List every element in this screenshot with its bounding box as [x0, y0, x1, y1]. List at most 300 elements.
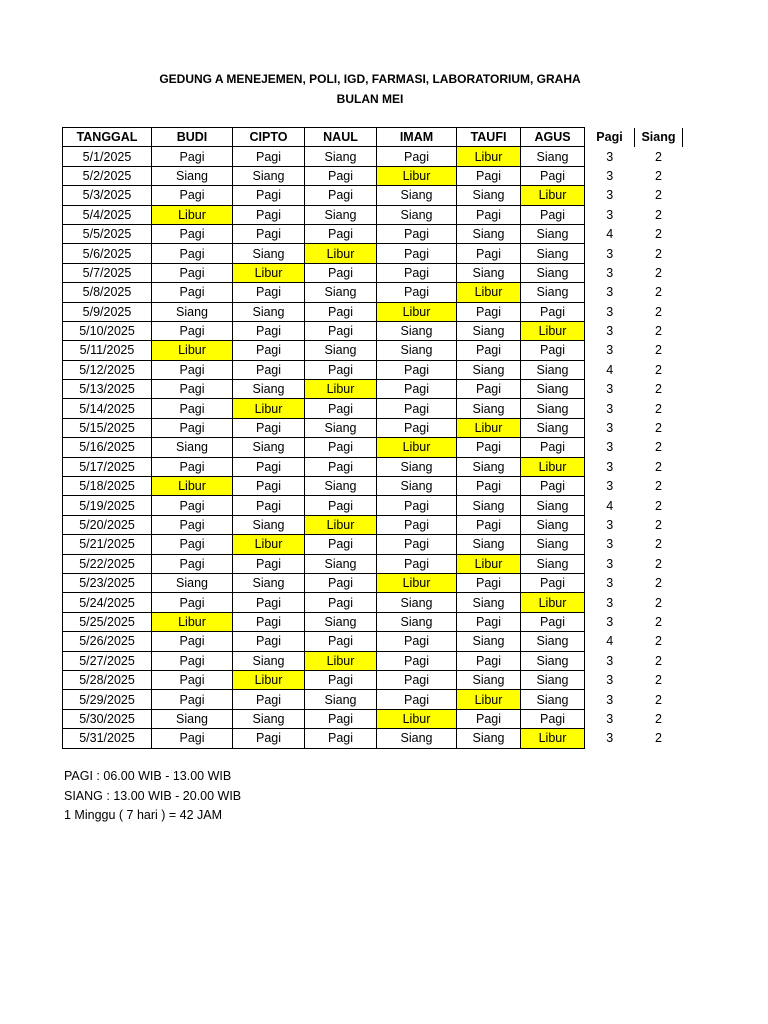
shift-cell: Pagi: [152, 651, 233, 670]
siang-count-cell: 2: [655, 537, 662, 552]
document-subtitle: BULAN MEI: [336, 92, 404, 106]
shift-cell: Pagi: [457, 612, 521, 631]
shift-cell: Libur: [457, 147, 521, 166]
pagi-count-cell: 3: [606, 673, 614, 688]
header-tanggal: TANGGAL: [63, 128, 152, 147]
siang-count-cell: 2: [655, 168, 662, 183]
shift-cell: Pagi: [233, 612, 305, 631]
shift-cell: Libur: [377, 166, 457, 185]
table-row: [63, 438, 683, 457]
shift-cell: Siang: [233, 573, 305, 592]
table-row: [63, 380, 683, 399]
table-row: [63, 515, 683, 534]
shift-cell: Siang: [377, 593, 457, 612]
shift-cell: Siang: [377, 477, 457, 496]
shift-cell: Pagi: [377, 283, 457, 302]
table-row: [63, 360, 683, 379]
shift-cell: Pagi: [152, 244, 233, 263]
pagi-count-cell: 3: [606, 149, 614, 164]
shift-cell: Siang: [457, 186, 521, 205]
header-taufi: TAUFI: [457, 128, 521, 147]
shift-cell: Pagi: [377, 670, 457, 689]
pagi-count-cell: 3: [606, 324, 614, 339]
shift-cell: Siang: [305, 283, 377, 302]
shift-cell: Siang: [233, 709, 305, 728]
table-row: [63, 302, 683, 321]
siang-count-cell: 2: [655, 265, 662, 280]
shift-cell: Pagi: [305, 729, 377, 748]
date-cell: 5/23/2025: [63, 573, 152, 592]
shift-cell: Libur: [233, 535, 305, 554]
shift-cell: Siang: [457, 632, 521, 651]
shift-cell: Pagi: [305, 360, 377, 379]
shift-cell: Pagi: [377, 380, 457, 399]
shift-cell: Pagi: [152, 321, 233, 340]
shift-cell: Pagi: [521, 341, 585, 360]
shift-cell: Siang: [521, 535, 585, 554]
shift-cell: Libur: [152, 612, 233, 631]
shift-cell: Pagi: [152, 670, 233, 689]
pagi-count-cell: 3: [606, 421, 614, 436]
date-cell: 5/19/2025: [63, 496, 152, 515]
header-pagi-count: Pagi: [585, 128, 635, 147]
pagi-count-cell: 3: [606, 265, 614, 280]
siang-count-cell: 2: [655, 653, 662, 668]
shift-cell: Siang: [521, 244, 585, 263]
shift-cell: Pagi: [152, 515, 233, 534]
shift-cell: Pagi: [305, 224, 377, 243]
shift-cell: Siang: [377, 186, 457, 205]
date-cell: 5/12/2025: [63, 360, 152, 379]
shift-cell: Pagi: [305, 573, 377, 592]
siang-count-cell: 2: [655, 285, 662, 300]
pagi-count-cell: 3: [606, 440, 614, 455]
shift-cell: Siang: [233, 515, 305, 534]
shift-cell: Libur: [152, 205, 233, 224]
shift-cell: Libur: [233, 670, 305, 689]
shift-cell: Siang: [457, 670, 521, 689]
pagi-count-cell: 3: [606, 304, 614, 319]
table-row: [63, 612, 683, 631]
shift-cell: Libur: [233, 399, 305, 418]
date-cell: 5/5/2025: [63, 224, 152, 243]
table-row: [63, 729, 683, 748]
shift-cell: Siang: [152, 302, 233, 321]
document-title: GEDUNG A MENEJEMEN, POLI, IGD, FARMASI, LABORATORIUM, GRAHA: [159, 72, 581, 86]
shift-cell: Pagi: [305, 632, 377, 651]
shift-cell: Siang: [152, 709, 233, 728]
shift-cell: Pagi: [233, 418, 305, 437]
siang-count-cell: 2: [655, 498, 662, 513]
shift-cell: Pagi: [457, 205, 521, 224]
shift-cell: Pagi: [457, 380, 521, 399]
pagi-count-cell: 3: [606, 556, 614, 571]
shift-cell: Pagi: [377, 244, 457, 263]
shift-cell: Siang: [305, 554, 377, 573]
siang-count-cell: 2: [655, 343, 662, 358]
siang-count-cell: 2: [655, 673, 662, 688]
date-cell: 5/10/2025: [63, 321, 152, 340]
shift-cell: Siang: [457, 729, 521, 748]
shift-cell: Pagi: [377, 360, 457, 379]
pagi-count-cell: 3: [606, 518, 614, 532]
siang-count-cell: 2: [655, 382, 662, 397]
shift-cell: Pagi: [152, 360, 233, 379]
shift-cell: Libur: [521, 729, 585, 748]
table-row: [63, 651, 683, 670]
shift-cell: Libur: [521, 321, 585, 340]
shift-cell: Pagi: [233, 593, 305, 612]
pagi-count-cell: 4: [606, 498, 614, 513]
siang-count-cell: 2: [655, 479, 662, 494]
pagi-count-cell: 3: [606, 343, 614, 358]
table-row: [63, 535, 683, 554]
shift-cell: Pagi: [233, 554, 305, 573]
shift-cell: Pagi: [377, 418, 457, 437]
shift-cell: Libur: [457, 690, 521, 709]
shift-cell: Siang: [521, 690, 585, 709]
pagi-count-cell: 3: [606, 692, 614, 707]
schedule-table: [62, 127, 683, 749]
shift-cell: Pagi: [305, 709, 377, 728]
table-row: [63, 224, 683, 243]
siang-count-cell: 2: [655, 711, 662, 726]
shift-cell: Pagi: [377, 651, 457, 670]
shift-cell: Siang: [521, 496, 585, 515]
siang-count-cell: 2: [655, 324, 662, 339]
shift-cell: Pagi: [457, 709, 521, 728]
shift-cell: Pagi: [377, 554, 457, 573]
table-row: [63, 263, 683, 282]
shift-cell: Pagi: [152, 729, 233, 748]
date-cell: 5/14/2025: [63, 399, 152, 418]
shift-cell: Pagi: [457, 651, 521, 670]
shift-cell: Libur: [521, 186, 585, 205]
table-row: [63, 593, 683, 612]
shift-cell: Siang: [457, 224, 521, 243]
shift-cell: Siang: [521, 147, 585, 166]
siang-count-cell: 2: [655, 188, 662, 203]
shift-cell: Libur: [457, 418, 521, 437]
shift-cell: Pagi: [457, 166, 521, 185]
date-cell: 5/31/2025: [63, 729, 152, 748]
shift-cell: Siang: [521, 360, 585, 379]
table-row: [63, 690, 683, 709]
table-row: [63, 244, 683, 263]
note-siang: SIANG : 13.00 WIB - 20.00 WIB: [64, 788, 242, 803]
header-cipto: CIPTO: [233, 128, 305, 147]
date-cell: 5/20/2025: [63, 515, 152, 534]
date-cell: 5/29/2025: [63, 690, 152, 709]
shift-cell: Pagi: [305, 166, 377, 185]
table-row: [63, 496, 683, 515]
shift-cell: Pagi: [377, 263, 457, 282]
pagi-count-cell: 3: [606, 614, 614, 629]
shift-cell: Pagi: [233, 360, 305, 379]
date-cell: 5/13/2025: [63, 380, 152, 399]
shift-cell: Libur: [152, 341, 233, 360]
shift-cell: Pagi: [305, 399, 377, 418]
shift-cell: Siang: [305, 147, 377, 166]
shift-cell: Pagi: [457, 477, 521, 496]
shift-cell: Pagi: [305, 496, 377, 515]
shift-cell: Siang: [457, 399, 521, 418]
date-cell: 5/24/2025: [63, 593, 152, 612]
pagi-count-cell: 3: [606, 479, 614, 494]
shift-cell: Pagi: [521, 166, 585, 185]
shift-cell: Siang: [233, 380, 305, 399]
shift-cell: Siang: [457, 321, 521, 340]
shift-cell: Siang: [521, 399, 585, 418]
shift-cell: Siang: [521, 651, 585, 670]
shift-cell: Pagi: [521, 709, 585, 728]
shift-cell: Siang: [305, 205, 377, 224]
siang-count-cell: 2: [655, 595, 662, 610]
shift-cell: Siang: [377, 205, 457, 224]
shift-cell: Pagi: [457, 573, 521, 592]
shift-cell: Pagi: [377, 690, 457, 709]
shift-cell: Pagi: [152, 690, 233, 709]
shift-cell: Pagi: [233, 224, 305, 243]
shift-cell: Pagi: [233, 690, 305, 709]
pagi-count-cell: 4: [606, 362, 614, 377]
shift-cell: Pagi: [457, 244, 521, 263]
shift-cell: Pagi: [305, 263, 377, 282]
shift-cell: Siang: [521, 263, 585, 282]
shift-cell: Pagi: [521, 205, 585, 224]
shift-cell: Pagi: [377, 147, 457, 166]
header-budi: BUDI: [152, 128, 233, 147]
shift-cell: Libur: [521, 457, 585, 476]
siang-count-cell: 2: [655, 401, 662, 416]
shift-cell: Siang: [521, 418, 585, 437]
shift-cell: Siang: [377, 612, 457, 631]
shift-cell: Siang: [152, 573, 233, 592]
shift-cell: Pagi: [521, 573, 585, 592]
shift-cell: Pagi: [457, 438, 521, 457]
shift-cell: Pagi: [152, 554, 233, 573]
shift-cell: Pagi: [305, 186, 377, 205]
shift-cell: Libur: [377, 573, 457, 592]
date-cell: 5/2/2025: [63, 166, 152, 185]
shift-cell: Pagi: [233, 632, 305, 651]
shift-cell: Pagi: [152, 457, 233, 476]
table-row: [63, 418, 683, 437]
table-row: [63, 632, 683, 651]
shift-cell: Pagi: [152, 186, 233, 205]
shift-cell: Pagi: [152, 283, 233, 302]
shift-cell: Pagi: [233, 457, 305, 476]
shift-cell: Libur: [233, 263, 305, 282]
shift-cell: Pagi: [305, 535, 377, 554]
header-siang-count: Siang: [635, 128, 683, 147]
shift-cell: Siang: [233, 302, 305, 321]
shift-cell: Pagi: [152, 147, 233, 166]
date-cell: 5/4/2025: [63, 205, 152, 224]
shift-cell: Libur: [377, 302, 457, 321]
pagi-count-cell: 3: [606, 382, 614, 397]
shift-cell: Libur: [521, 593, 585, 612]
shift-cell: Pagi: [521, 302, 585, 321]
date-cell: 5/21/2025: [63, 535, 152, 554]
date-cell: 5/17/2025: [63, 457, 152, 476]
pagi-count-cell: 3: [606, 401, 614, 416]
date-cell: 5/7/2025: [63, 263, 152, 282]
date-cell: 5/1/2025: [63, 147, 152, 166]
date-cell: 5/22/2025: [63, 554, 152, 573]
shift-cell: Siang: [377, 321, 457, 340]
shift-cell: Siang: [457, 535, 521, 554]
header-row: [63, 128, 683, 147]
table-row: [63, 670, 683, 689]
pagi-count-cell: 3: [606, 168, 614, 183]
shift-cell: Siang: [521, 515, 585, 534]
siang-count-cell: 2: [655, 440, 662, 455]
shift-cell: Siang: [305, 477, 377, 496]
shift-cell: Siang: [521, 632, 585, 651]
note-pagi: PAGI : 06.00 WIB - 13.00 WIB: [64, 769, 232, 783]
shift-cell: Libur: [305, 515, 377, 534]
shift-cell: Pagi: [233, 341, 305, 360]
shift-cell: Siang: [377, 729, 457, 748]
shift-cell: Libur: [152, 477, 233, 496]
date-cell: 5/28/2025: [63, 670, 152, 689]
date-cell: 5/11/2025: [63, 341, 152, 360]
date-cell: 5/16/2025: [63, 438, 152, 457]
header-agus: AGUS: [521, 128, 585, 147]
siang-count-cell: 2: [655, 421, 662, 436]
table-row: [63, 709, 683, 728]
pagi-count-cell: 3: [606, 731, 614, 746]
shift-cell: Pagi: [152, 535, 233, 554]
siang-count-cell: 2: [655, 304, 662, 319]
table-row: [63, 321, 683, 340]
shift-cell: Pagi: [233, 186, 305, 205]
shift-cell: Siang: [305, 612, 377, 631]
shift-cell: Pagi: [152, 399, 233, 418]
shift-cell: Siang: [233, 166, 305, 185]
shift-cell: Siang: [305, 690, 377, 709]
date-cell: 5/26/2025: [63, 632, 152, 651]
shift-cell: Siang: [457, 496, 521, 515]
table-row: [63, 147, 683, 166]
siang-count-cell: 2: [655, 731, 662, 746]
date-cell: 5/27/2025: [63, 651, 152, 670]
shift-cell: Pagi: [521, 438, 585, 457]
shift-cell: Siang: [377, 341, 457, 360]
siang-count-cell: 2: [655, 614, 662, 629]
shift-cell: Siang: [305, 418, 377, 437]
shift-cell: Pagi: [233, 205, 305, 224]
table-row: [63, 399, 683, 418]
table-row: [63, 205, 683, 224]
shift-cell: Pagi: [152, 418, 233, 437]
pagi-count-cell: 3: [606, 576, 614, 591]
siang-count-cell: 2: [655, 556, 662, 571]
date-cell: 5/3/2025: [63, 186, 152, 205]
shift-cell: Pagi: [377, 535, 457, 554]
table-row: [63, 477, 683, 496]
siang-count-cell: 2: [655, 692, 662, 707]
date-cell: 5/18/2025: [63, 477, 152, 496]
siang-count-cell: 2: [655, 207, 662, 222]
shift-cell: Siang: [457, 593, 521, 612]
shift-cell: Siang: [521, 554, 585, 573]
shift-cell: Pagi: [457, 515, 521, 534]
shift-cell: Libur: [377, 438, 457, 457]
pagi-count-cell: 3: [606, 285, 614, 300]
date-cell: 5/25/2025: [63, 612, 152, 631]
shift-cell: Siang: [457, 457, 521, 476]
pagi-count-cell: 3: [606, 653, 614, 668]
shift-cell: Pagi: [152, 593, 233, 612]
table-row: [63, 341, 683, 360]
shift-cell: Libur: [377, 709, 457, 728]
shift-cell: Pagi: [305, 593, 377, 612]
siang-count-cell: 2: [655, 362, 662, 377]
shift-cell: Pagi: [457, 302, 521, 321]
shift-notes: [64, 767, 241, 826]
shift-cell: Pagi: [521, 612, 585, 631]
shift-cell: Pagi: [305, 457, 377, 476]
header-naul: NAUL: [305, 128, 377, 147]
shift-cell: Pagi: [152, 380, 233, 399]
pagi-count-cell: 3: [606, 711, 614, 726]
shift-cell: Pagi: [233, 147, 305, 166]
shift-cell: Libur: [457, 283, 521, 302]
shift-cell: Libur: [305, 244, 377, 263]
shift-cell: Pagi: [152, 496, 233, 515]
siang-count-cell: 2: [655, 576, 662, 591]
shift-cell: Pagi: [377, 224, 457, 243]
shift-cell: Pagi: [152, 632, 233, 651]
table-row: [63, 166, 683, 185]
shift-cell: Pagi: [233, 283, 305, 302]
note-week-hours: 1 Minggu ( 7 hari ) = 42 JAM: [64, 808, 223, 822]
date-cell: 5/30/2025: [63, 709, 152, 728]
shift-cell: Libur: [305, 380, 377, 399]
shift-cell: Libur: [457, 554, 521, 573]
siang-count-cell: 2: [655, 246, 662, 261]
table-row: [63, 554, 683, 573]
date-cell: 5/15/2025: [63, 418, 152, 437]
date-cell: 5/6/2025: [63, 244, 152, 263]
table-row: [63, 186, 683, 205]
date-cell: 5/9/2025: [63, 302, 152, 321]
shift-cell: Siang: [457, 263, 521, 282]
shift-cell: Pagi: [377, 399, 457, 418]
shift-cell: Siang: [521, 380, 585, 399]
shift-cell: Pagi: [305, 321, 377, 340]
shift-cell: Siang: [233, 438, 305, 457]
shift-cell: Siang: [521, 224, 585, 243]
shift-cell: Pagi: [377, 515, 457, 534]
shift-cell: Siang: [233, 651, 305, 670]
siang-count-cell: 2: [655, 149, 662, 164]
shift-cell: Siang: [377, 457, 457, 476]
pagi-count-cell: 3: [606, 246, 614, 261]
pagi-count-cell: 3: [606, 207, 614, 222]
shift-cell: Pagi: [152, 224, 233, 243]
shift-cell: Pagi: [521, 477, 585, 496]
header-imam: IMAM: [377, 128, 457, 147]
shift-cell: Pagi: [305, 670, 377, 689]
table-row: [63, 283, 683, 302]
shift-cell: Pagi: [305, 302, 377, 321]
pagi-count-cell: 3: [606, 537, 614, 552]
shift-cell: Pagi: [457, 341, 521, 360]
siang-count-cell: 2: [655, 227, 662, 242]
